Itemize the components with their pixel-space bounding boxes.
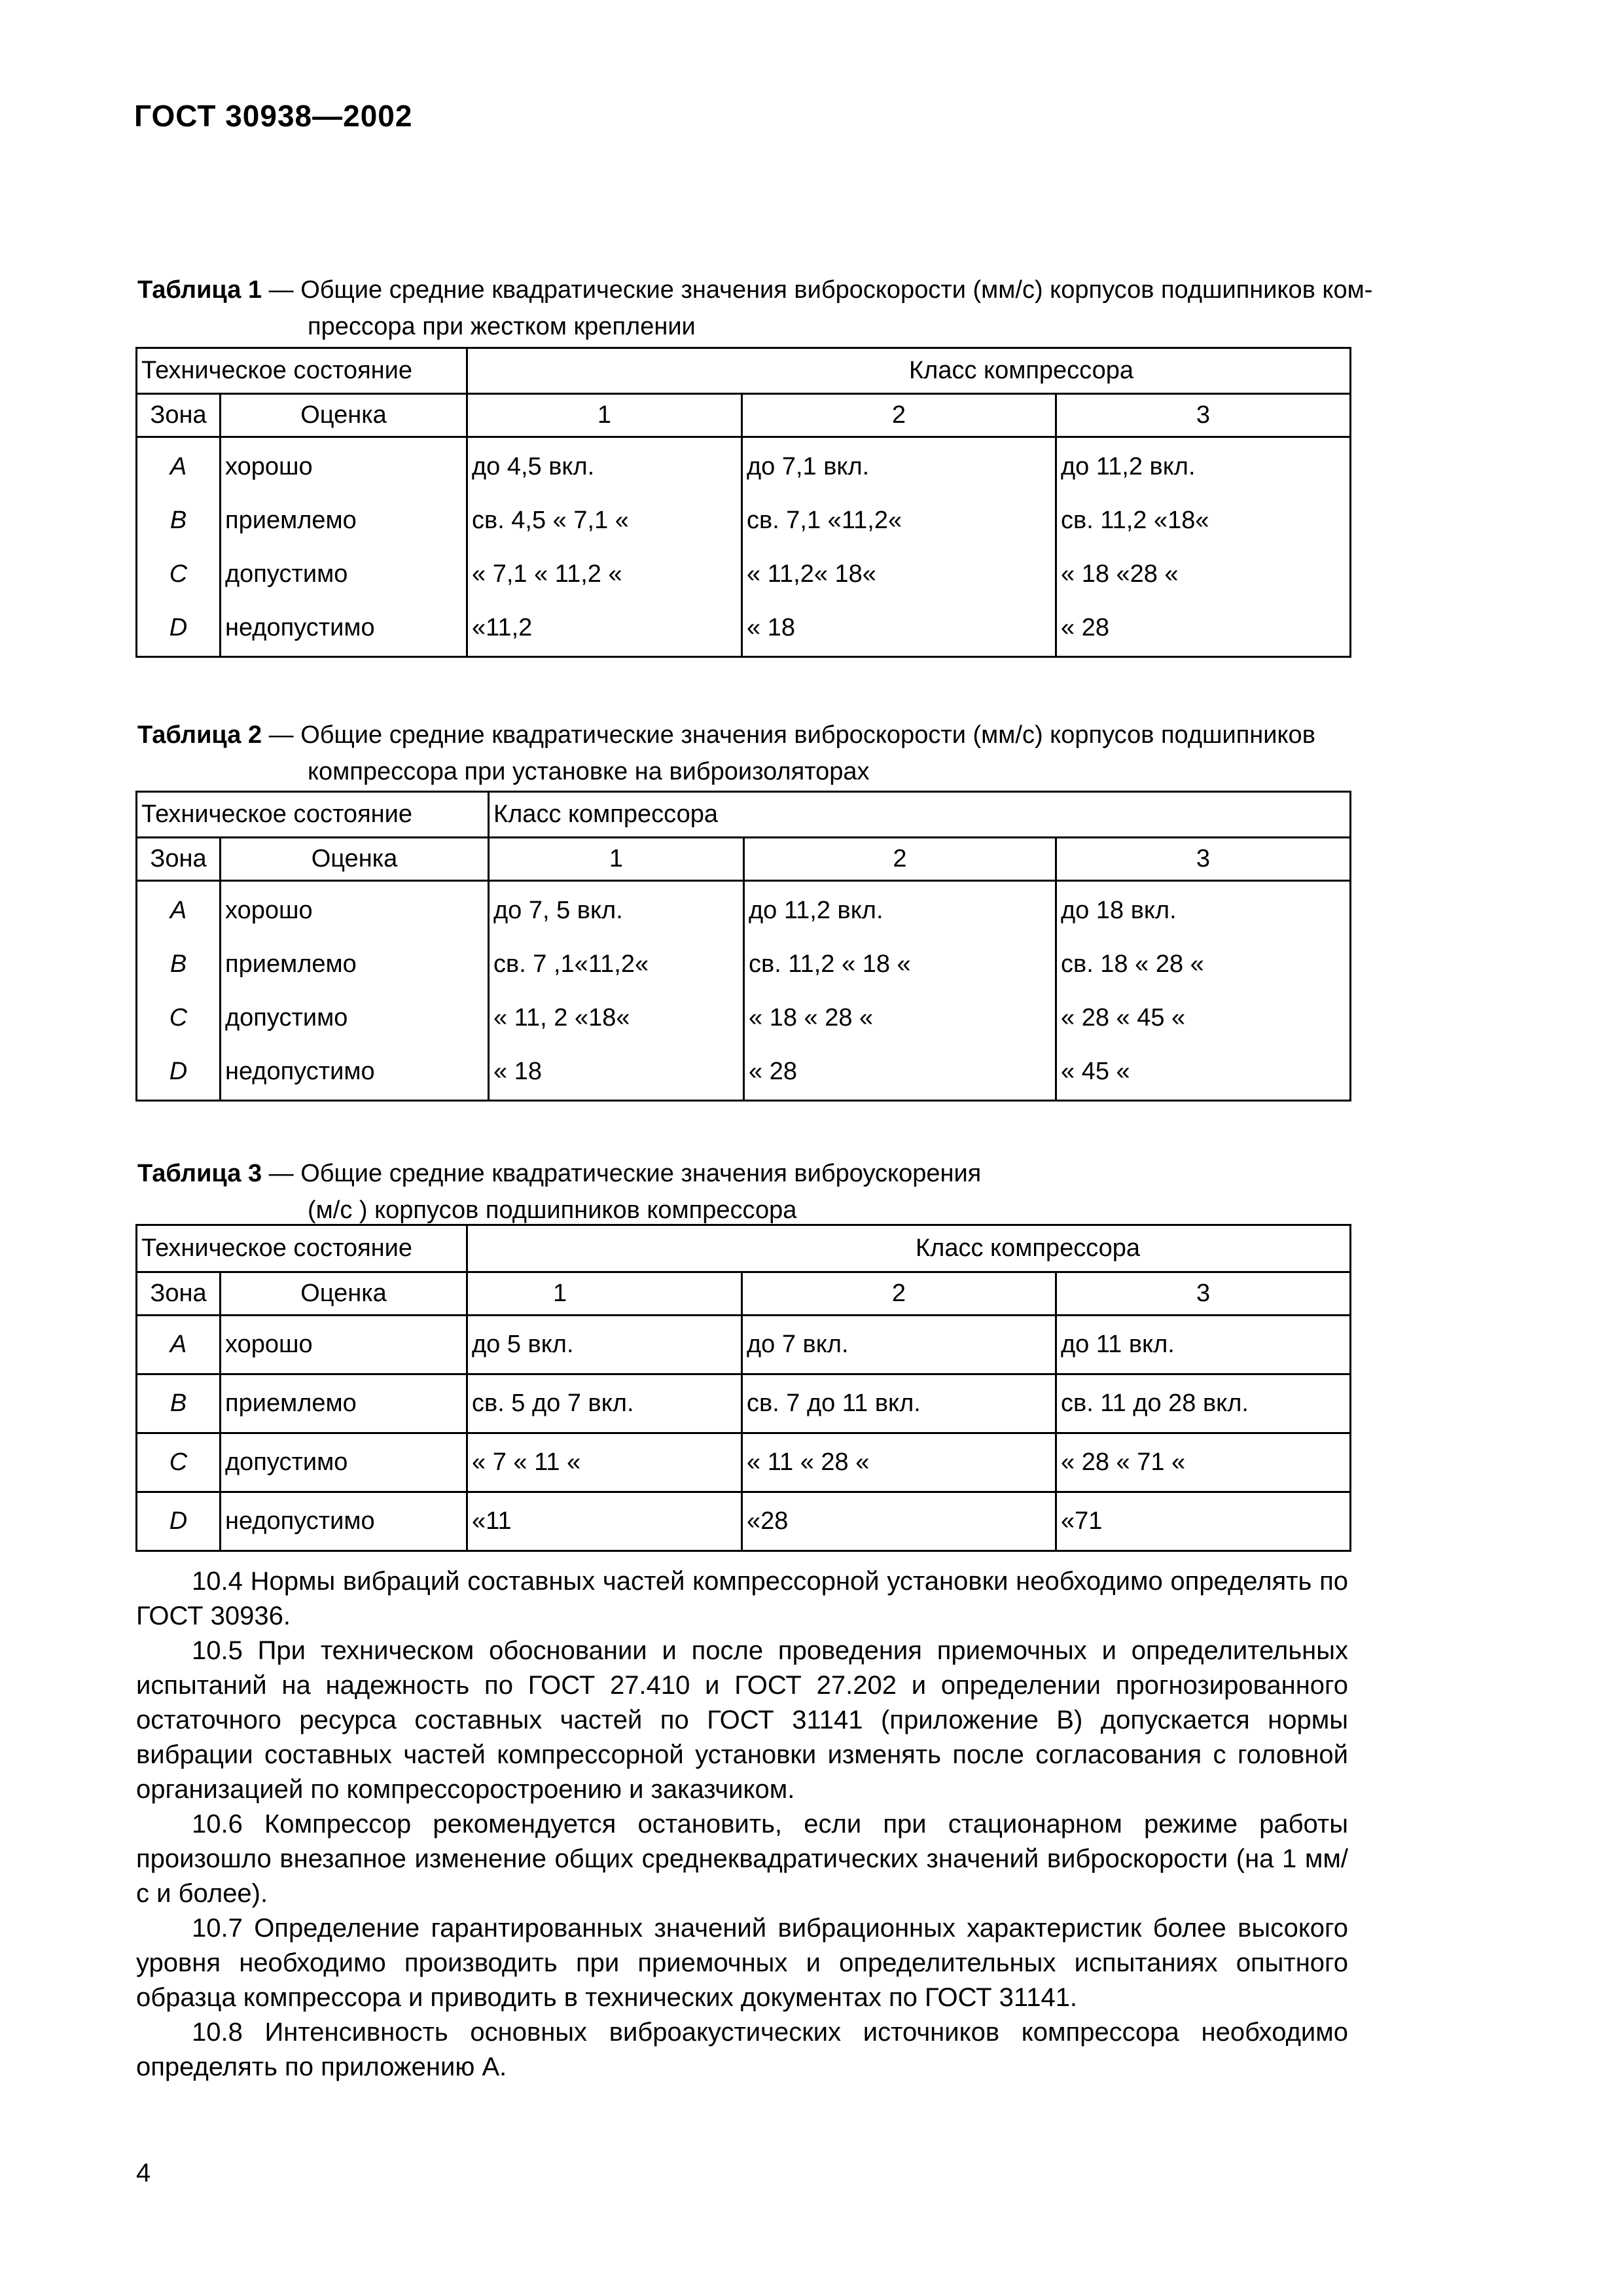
page-number: 4	[136, 2159, 151, 2187]
table-row	[137, 1316, 1351, 1374]
class-1-header: 1	[467, 394, 742, 437]
class-3-header: 3	[1056, 394, 1351, 437]
class-3-header: 3	[1056, 838, 1351, 881]
value-cell: « 18	[493, 1057, 542, 1085]
value-cell: « 11 « 28 «	[742, 1433, 1056, 1492]
value-cell: « 7,1 « 11,2 «	[472, 560, 622, 588]
value-cell: до 11,2 вкл.	[1061, 452, 1196, 480]
class-2-column	[742, 437, 1056, 657]
zone-cell: A	[169, 896, 187, 924]
table-row	[137, 1433, 1351, 1492]
rating-cell: приемлемо	[221, 1374, 467, 1433]
value-cell: «11	[467, 1492, 742, 1551]
class-3-header: 3	[1056, 1272, 1351, 1316]
state-header: Техническое состояние	[137, 348, 467, 394]
zone-header: Зона	[137, 394, 221, 437]
value-cell: до 4,5 вкл.	[472, 452, 595, 480]
class-3-column	[1056, 437, 1351, 657]
value-cell: св. 11,2 « 18 «	[749, 950, 911, 978]
table-row	[137, 437, 1351, 657]
value-cell: « 18	[747, 613, 795, 641]
zone-cell: C	[137, 1433, 221, 1492]
table-row	[137, 1492, 1351, 1551]
rating-header: Оценка	[221, 838, 489, 881]
value-cell: до 7 вкл.	[742, 1316, 1056, 1374]
table-1-caption-label: Таблица 1	[137, 276, 262, 304]
value-cell: св. 5 до 7 вкл.	[467, 1374, 742, 1433]
value-cell: св. 11,2 «18«	[1061, 506, 1209, 534]
value-cell: « 45 «	[1061, 1057, 1130, 1085]
table-2-caption	[137, 717, 1315, 790]
table-1	[135, 347, 1351, 658]
paragraph-10-8: 10.8 Интенсивность основных виброакустических источников компрессора необходимо определять по приложению А.	[136, 2018, 1348, 2081]
zone-column	[137, 881, 221, 1101]
table-2	[135, 791, 1351, 1102]
zone-header: Зона	[137, 838, 221, 881]
value-cell: до 7,1 вкл.	[747, 452, 870, 480]
zone-cell: A	[169, 452, 187, 480]
rating-column	[221, 437, 467, 657]
class-header: Класс компрессора	[489, 792, 1351, 838]
paragraph-10-7: 10.7 Определение гарантированных значений вибрационных характеристик более высокого уровня необходимо производить при приемочных и определительных испытаниях опытного образца компрессора и приводить в технических документах по ГОСТ 31141.	[136, 1914, 1348, 2012]
class-2-header: 2	[742, 394, 1056, 437]
paragraph-10-4: 10.4 Нормы вибраций составных частей компрессорной установки необходимо определять по ГОСТ 30936.	[136, 1567, 1348, 1630]
value-cell: « 28	[1061, 613, 1109, 641]
rating-cell: недопустимо	[225, 613, 375, 641]
rating-cell: приемлемо	[225, 950, 357, 978]
paragraph-10-6: 10.6 Компрессор рекомендуется остановить, если при стационарном режиме работы произошло внезапное изменение общих среднеквадратических значений виброскорости (на 1 мм/ с и более).	[136, 1810, 1348, 1908]
value-cell: св. 4,5 « 7,1 «	[472, 506, 629, 534]
class-2-header: 2	[742, 1272, 1056, 1316]
value-cell: « 7 « 11 «	[467, 1433, 742, 1492]
zone-column	[137, 437, 221, 657]
class-3-column	[1056, 881, 1351, 1101]
table-3-caption-text: — Общие средние квадратические значения виброускорения	[262, 1160, 982, 1187]
value-cell: до 18 вкл.	[1061, 896, 1177, 924]
table-3-caption-label: Таблица 3	[137, 1160, 262, 1187]
value-cell: св. 18 « 28 «	[1061, 950, 1204, 978]
document-code-header: ГОСТ 30938—2002	[134, 99, 413, 133]
class-header: Класс компрессора	[467, 348, 1351, 394]
rating-cell: хорошо	[221, 1316, 467, 1374]
table-2-caption-label: Таблица 2	[137, 721, 262, 749]
rating-cell: хорошо	[225, 452, 313, 480]
zone-cell: B	[137, 1374, 221, 1433]
value-cell: « 11,2« 18«	[747, 560, 876, 588]
value-cell: «71	[1056, 1492, 1351, 1551]
class-2-column	[744, 881, 1056, 1101]
table-2-caption-text-line2: компрессора при установке на виброизоляторах	[308, 758, 870, 785]
class-1-column	[467, 437, 742, 657]
zone-cell: B	[169, 950, 187, 978]
value-cell: до 7, 5 вкл.	[493, 896, 623, 924]
table-row	[137, 881, 1351, 1101]
rating-cell: недопустимо	[221, 1492, 467, 1551]
value-cell: « 18 « 28 «	[749, 1003, 874, 1031]
class-1-header: 1	[489, 838, 744, 881]
value-cell: « 28	[749, 1057, 797, 1085]
rating-cell: недопустимо	[225, 1057, 375, 1085]
zone-cell: B	[169, 506, 187, 534]
table-3	[135, 1224, 1351, 1552]
rating-header: Оценка	[221, 394, 467, 437]
value-cell: до 11,2 вкл.	[749, 896, 883, 924]
body-text	[136, 1564, 1348, 2085]
table-1-caption-text: — Общие средние квадратические значения виброскорости (мм/с) корпусов подшипников ком-	[262, 276, 1373, 304]
rating-cell: допустимо	[221, 1433, 467, 1492]
zone-cell: D	[169, 1057, 188, 1085]
zone-cell: D	[169, 613, 188, 641]
table-1-caption-text-line2: прессора при жестком креплении	[308, 313, 696, 340]
zone-header: Зона	[137, 1272, 221, 1316]
class-1-column	[489, 881, 744, 1101]
class-2-header: 2	[744, 838, 1056, 881]
value-cell: до 5 вкл.	[467, 1316, 742, 1374]
zone-cell: C	[169, 1003, 188, 1031]
value-cell: «11,2	[472, 613, 533, 641]
paragraph-10-5: 10.5 При техническом обосновании и после проведения приемочных и определительных испытаний на надежность по ГОСТ 27.410 и ГОСТ 27.202 и определении прогнозированного остаточного ресурса составных частей по ГОСТ 31141 (приложение В) допускается нормы вибрации составных частей компрессорной установки изменять после согласования с головной организацией по компрессоростроению и заказчиком.	[136, 1636, 1348, 1804]
value-cell: св. 7 до 11 вкл.	[742, 1374, 1056, 1433]
value-cell: « 11, 2 «18«	[493, 1003, 630, 1031]
value-cell: св. 7 ,1«11,2«	[493, 950, 649, 978]
rating-header: Оценка	[221, 1272, 467, 1316]
value-cell: « 18 «28 «	[1061, 560, 1179, 588]
value-cell: св. 7,1 «11,2«	[747, 506, 902, 534]
class-header: Класс компрессора	[467, 1225, 1351, 1272]
table-3-caption-text-line2: (м/с ) корпусов подшипников компрессора	[308, 1196, 797, 1224]
rating-cell: приемлемо	[225, 506, 357, 534]
zone-cell: D	[137, 1492, 221, 1551]
state-header: Техническое состояние	[137, 792, 489, 838]
table-3-caption	[137, 1155, 981, 1229]
table-1-caption	[137, 272, 1372, 345]
table-2-caption-text: — Общие средние квадратические значения виброскорости (мм/с) корпусов подшипников	[262, 721, 1315, 749]
class-1-header: 1	[467, 1272, 742, 1316]
zone-cell: A	[137, 1316, 221, 1374]
state-header: Техническое состояние	[137, 1225, 467, 1272]
zone-cell: C	[169, 560, 188, 588]
value-cell: « 28 « 71 «	[1056, 1433, 1351, 1492]
table-row	[137, 1374, 1351, 1433]
value-cell: « 28 « 45 «	[1061, 1003, 1186, 1031]
value-cell: до 11 вкл.	[1056, 1316, 1351, 1374]
value-cell: св. 11 до 28 вкл.	[1056, 1374, 1351, 1433]
rating-cell: хорошо	[225, 896, 313, 924]
rating-cell: допустимо	[225, 560, 348, 588]
value-cell: «28	[742, 1492, 1056, 1551]
rating-column	[221, 881, 489, 1101]
rating-cell: допустимо	[225, 1003, 348, 1031]
